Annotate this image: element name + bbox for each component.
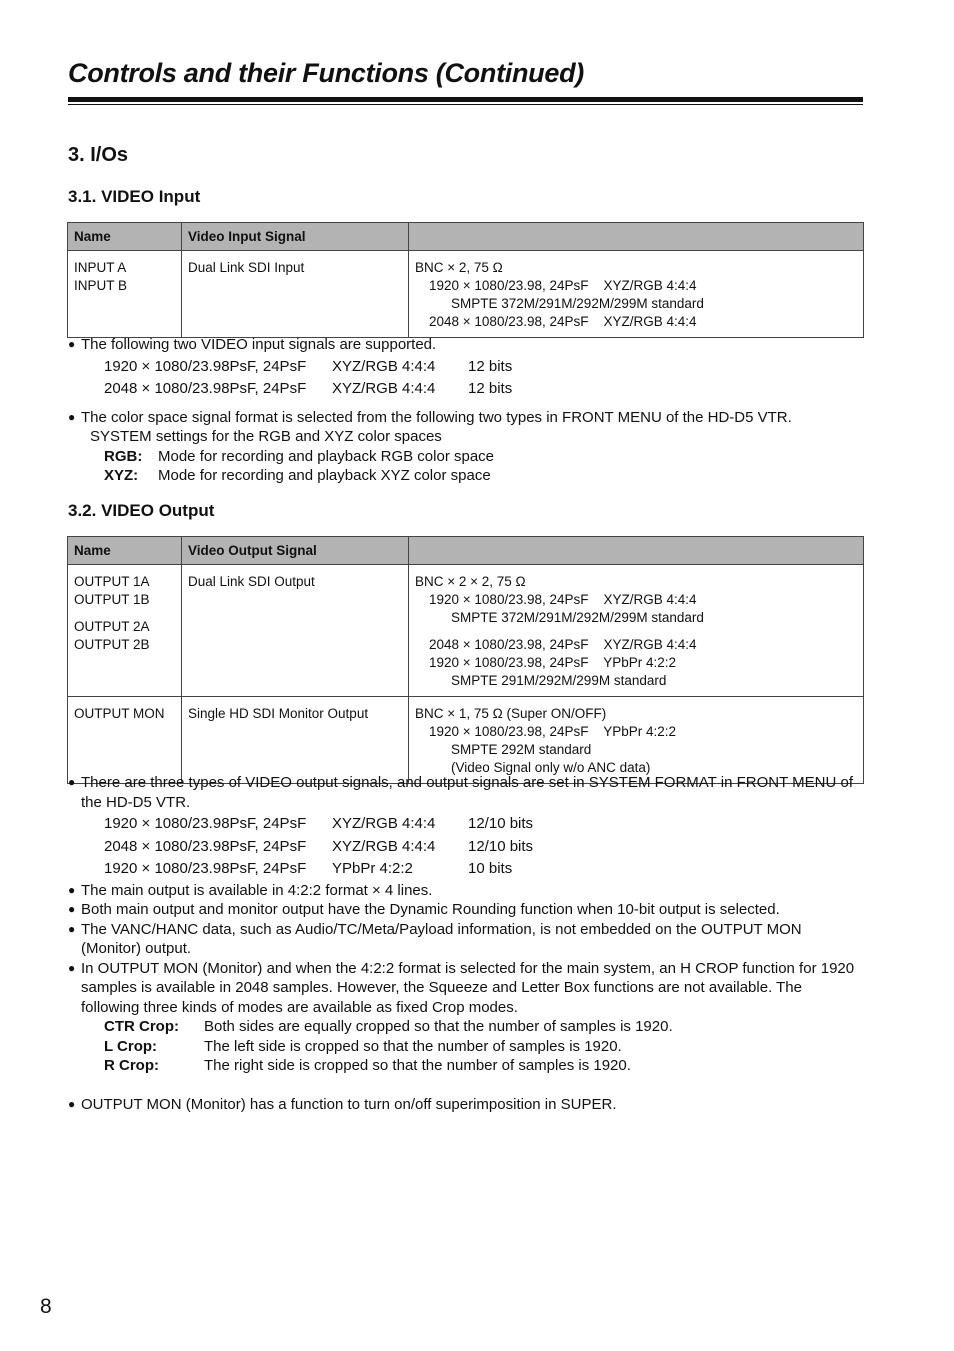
- mode-key: CTR Crop:: [104, 1018, 179, 1035]
- spec-line: SMPTE 291M/292M/299M standard: [451, 673, 667, 688]
- supported-signal-row: [68, 378, 868, 401]
- connector-name: OUTPUT 1B: [74, 592, 150, 607]
- mode-description: The right side is cropped so that the number of samples is 1920.: [204, 1057, 631, 1074]
- spec-line: BNC × 2 × 2, 75 Ω: [415, 574, 526, 589]
- colorspace-mode-row: [68, 447, 868, 467]
- signal-format: 1920 × 1080/23.98PsF, 24PsF: [104, 815, 307, 832]
- note-dynamic-rounding: ● Both main output and monitor output have the Dynamic Rounding function when 10-bit output is selected.: [68, 900, 863, 920]
- spec-line: SMPTE 292M standard: [451, 742, 592, 757]
- spec-line: 1920 × 1080/23.98, 24PsF YPbPr 4:2:2: [429, 655, 677, 670]
- video-input-table: [67, 222, 864, 338]
- note-output-types: ● There are three types of VIDEO output signals, and output signals are set in SYSTEM FORMAT in FRONT MENU of the HD-D5 VTR.: [68, 773, 863, 812]
- note-colorspace-settings: SYSTEM settings for the RGB and XYZ color spaces: [90, 428, 442, 445]
- cell-signal: Dual Link SDI Output: [182, 565, 409, 697]
- spec-line: 2048 × 1080/23.98, 24PsF XYZ/RGB 4:4:4: [429, 637, 697, 652]
- signal-bits: 12 bits: [468, 380, 513, 397]
- colorspace-mode-row: [68, 466, 868, 486]
- crop-mode-row: [68, 1037, 863, 1057]
- cell-signal: Dual Link SDI Input: [182, 251, 409, 338]
- note-supported-signals: ● The following two VIDEO input signals are supported.: [68, 335, 868, 355]
- mode-description: Mode for recording and playback RGB color space: [158, 447, 495, 465]
- signal-format: 2048 × 1080/23.98PsF, 24PsF: [104, 837, 307, 855]
- cell-spec: [409, 697, 864, 784]
- column-header-signal: Video Input Signal: [182, 223, 409, 251]
- cell-spec: [409, 251, 864, 338]
- mode-description: Both sides are equally cropped so that the number of samples is 1920.: [204, 1018, 673, 1035]
- spec-line: 1920 × 1080/23.98, 24PsF XYZ/RGB 4:4:4: [429, 592, 697, 607]
- connector-name: OUTPUT 2B: [74, 637, 150, 652]
- title-rule-thin: [68, 104, 863, 105]
- page-number: 8: [40, 1295, 52, 1318]
- output-signal-row: [68, 836, 863, 859]
- connector-name: OUTPUT 1A: [74, 574, 150, 589]
- video-output-notes: [68, 773, 863, 1114]
- crop-mode-row: [68, 1017, 863, 1037]
- table-header-row: [68, 223, 864, 251]
- page-title: Controls and their Functions (Continued): [68, 58, 584, 88]
- signal-colorspace: XYZ/RGB 4:4:4: [332, 380, 436, 397]
- table-row: [68, 251, 864, 338]
- signal-format: 1920 × 1080/23.98PsF, 24PsF: [104, 860, 307, 877]
- cell-name: OUTPUT MON: [68, 697, 182, 784]
- cell-name: [68, 565, 182, 697]
- spec-line: BNC × 2, 75 Ω: [415, 260, 503, 275]
- signal-colorspace: YPbPr 4:2:2: [332, 860, 413, 877]
- connector-name: OUTPUT 2A: [74, 619, 150, 634]
- note-superimpose: ● OUTPUT MON (Monitor) has a function to turn on/off superimposition in SUPER.: [68, 1095, 863, 1115]
- column-header-spec: [409, 537, 864, 565]
- signal-colorspace: XYZ/RGB 4:4:4: [332, 837, 436, 855]
- connector-name: INPUT B: [74, 278, 128, 293]
- output-signal-row: [68, 858, 863, 881]
- mode-key: RGB:: [104, 447, 143, 465]
- note-vanc-hanc: ● The VANC/HANC data, such as Audio/TC/Meta/Payload information, is not embedded on the OUTPUT MON (Monitor) output.: [68, 920, 863, 959]
- supported-signal-row: [68, 356, 868, 379]
- video-input-heading: 3.1. VIDEO Input: [68, 187, 201, 206]
- spec-line: (Video Signal only w/o ANC data): [451, 760, 651, 775]
- signal-bits: 12/10 bits: [468, 837, 534, 855]
- mode-key: R Crop:: [104, 1057, 159, 1074]
- section-title: 3. I/Os: [68, 144, 129, 166]
- note-h-crop: ● In OUTPUT MON (Monitor) and when the 4:2:2 format is selected for the main system, an H CROP function for 1920 samples is available in 2048 samples. However, the Squeeze and Letter Box functions are not available. The following three kinds of modes are available as fixed Crop modes.: [68, 959, 863, 1018]
- mode-key: L Crop:: [104, 1037, 158, 1055]
- video-output-table: [67, 536, 864, 784]
- signal-colorspace: XYZ/RGB 4:4:4: [332, 815, 436, 832]
- column-header-name: Name: [68, 537, 182, 565]
- signal-bits: 10 bits: [468, 860, 513, 877]
- title-rule-thick: [68, 97, 863, 102]
- crop-mode-row: [68, 1056, 863, 1076]
- spec-line: 1920 × 1080/23.98, 24PsF XYZ/RGB 4:4:4: [429, 278, 697, 293]
- spec-line: 2048 × 1080/23.98, 24PsF XYZ/RGB 4:4:4: [429, 314, 697, 329]
- mode-key: XYZ:: [104, 467, 139, 484]
- table-row: [68, 697, 864, 784]
- column-header-name: Name: [68, 223, 182, 251]
- signal-bits: 12 bits: [468, 357, 513, 375]
- mode-description: Mode for recording and playback XYZ color space: [158, 467, 491, 484]
- video-output-heading: 3.2. VIDEO Output: [68, 501, 215, 520]
- signal-bits: 12/10 bits: [468, 815, 534, 832]
- spec-line: BNC × 1, 75 Ω (Super ON/OFF): [415, 706, 607, 721]
- output-signal-row: [68, 813, 863, 836]
- note-main-output: ● The main output is available in 4:2:2 format × 4 lines.: [68, 881, 863, 901]
- signal-format: 2048 × 1080/23.98PsF, 24PsF: [104, 380, 307, 397]
- mode-description: The left side is cropped so that the number of samples is 1920.: [204, 1037, 622, 1055]
- spec-line: 1920 × 1080/23.98, 24PsF YPbPr 4:2:2: [429, 724, 677, 739]
- column-header-spec: [409, 223, 864, 251]
- signal-colorspace: XYZ/RGB 4:4:4: [332, 357, 436, 375]
- cell-signal: Single HD SDI Monitor Output: [182, 697, 409, 784]
- signal-format: 1920 × 1080/23.98PsF, 24PsF: [104, 357, 307, 375]
- table-header-row: [68, 537, 864, 565]
- note-colorspace: ● The color space signal format is selected from the following two types in FRONT MENU of the HD-D5 VTR.: [68, 408, 868, 428]
- spec-line: SMPTE 372M/291M/292M/299M standard: [451, 610, 704, 625]
- spec-line: SMPTE 372M/291M/292M/299M standard: [451, 296, 704, 311]
- column-header-signal: Video Output Signal: [182, 537, 409, 565]
- cell-name: [68, 251, 182, 338]
- connector-name: INPUT A: [74, 260, 127, 275]
- table-row: [68, 565, 864, 697]
- cell-spec: [409, 565, 864, 697]
- video-input-notes: [68, 335, 868, 486]
